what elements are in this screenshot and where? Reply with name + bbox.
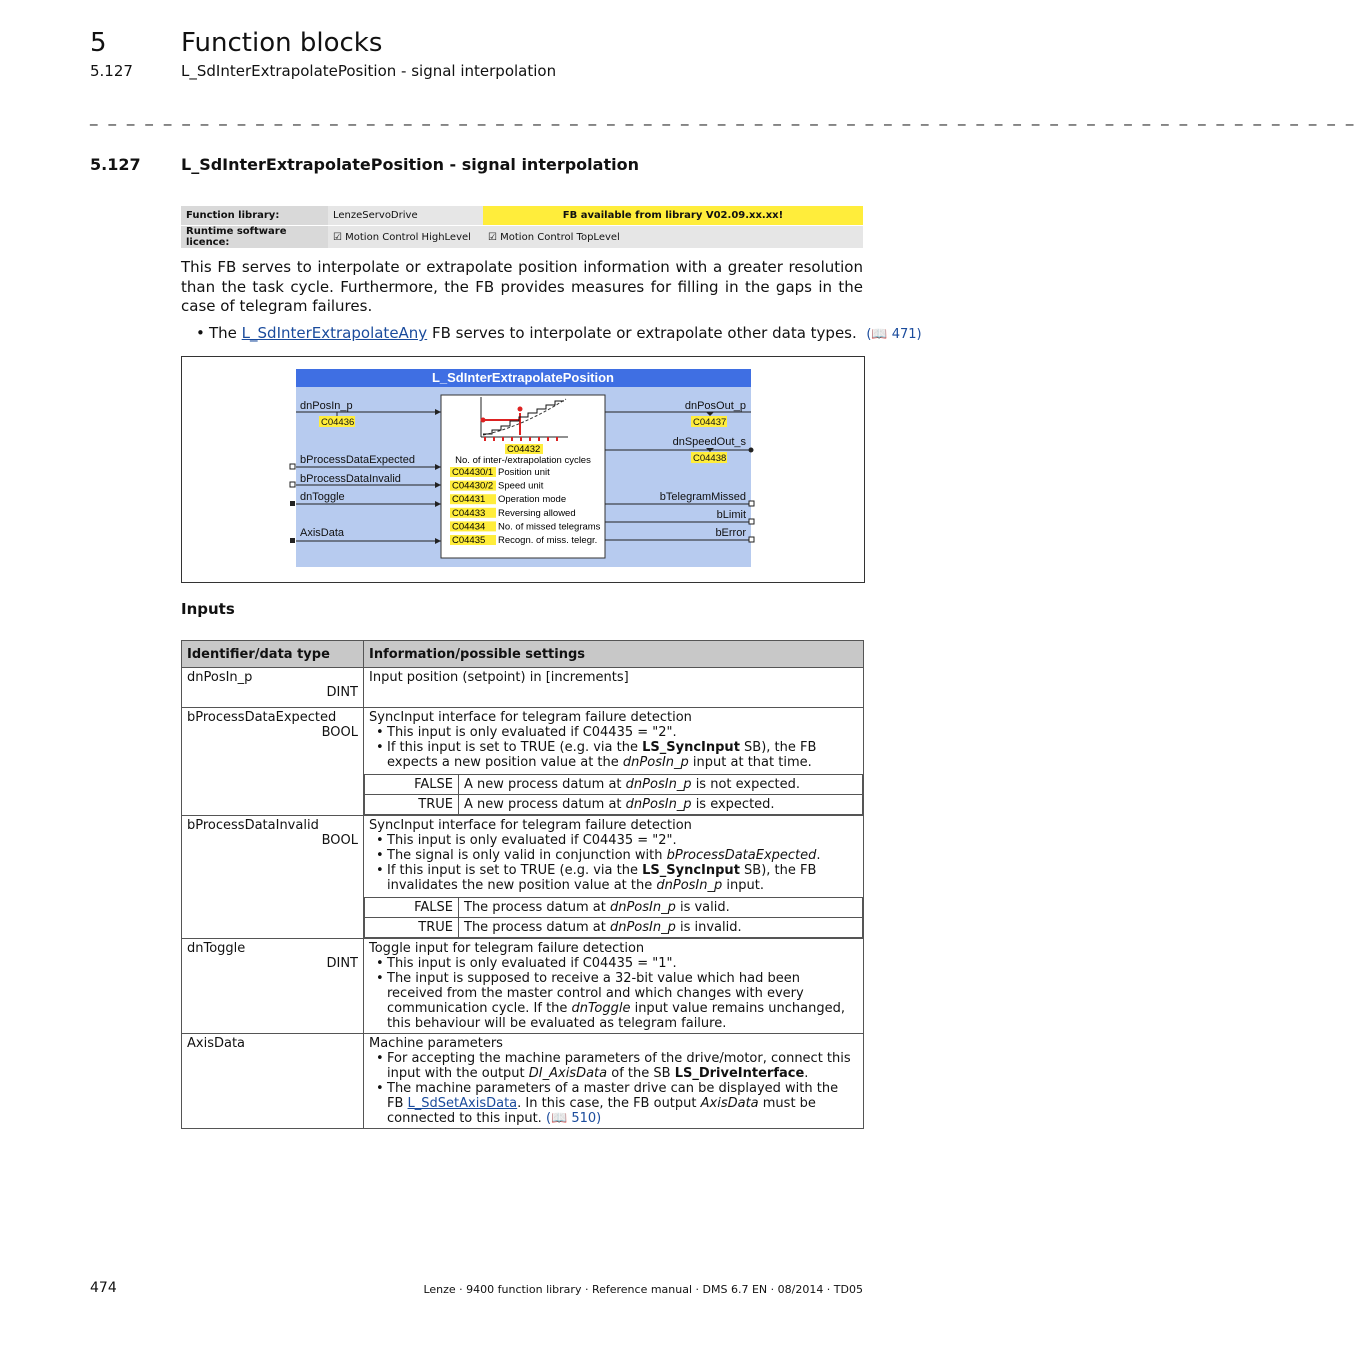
param-label: Speed unit bbox=[498, 480, 544, 492]
chapter-number: 5 bbox=[90, 28, 107, 58]
table-row: dnToggle DINT Toggle input for telegram failure detection • This input is only evaluated if C04435 = "1". • The input is supposed to receive a 32-bit value which had been received from the master control and which changes with every communication cycle. If the dnToggle input value remains unchanged, this behaviour will be evaluated as telegram failure. bbox=[182, 939, 864, 1034]
footer-doc-info: Lenze · 9400 function library · Reference manual · DMS 6.7 EN · 08/2014 · TD05 bbox=[423, 1283, 863, 1296]
intro-paragraph: This FB serves to interpolate or extrapolate position information with a greater resolution than the task cycle. Furthermore, the FB provides measures for filling in the gaps in the case of telegram failures. bbox=[181, 258, 863, 316]
code-c04437: C04437 bbox=[693, 417, 727, 428]
param-code: C04433 bbox=[452, 507, 486, 519]
pin-berror: bError bbox=[715, 527, 746, 539]
page-ref-471[interactable]: (📖 471) bbox=[866, 327, 922, 342]
table-row: dnPosIn_p DINT Input position (setpoint) in [increments] bbox=[182, 668, 864, 708]
library-value: LenzeServoDrive bbox=[328, 206, 483, 226]
param-code: C04435 bbox=[452, 535, 486, 546]
inputs-table bbox=[181, 640, 864, 1129]
pin-bprocessdataexpected: bProcessDataExpected bbox=[300, 454, 415, 466]
param-code: C04430/1 bbox=[452, 467, 494, 478]
library-label: Function library: bbox=[181, 206, 328, 226]
param-label: Position unit bbox=[498, 467, 550, 478]
code-c04436: C04436 bbox=[321, 417, 355, 428]
pin-btelegrammissed: bTelegramMissed bbox=[659, 491, 746, 503]
pin-dnposin: dnPosIn_p bbox=[300, 400, 353, 412]
licence-highlevel: ☑ Motion Control HighLevel bbox=[328, 226, 483, 249]
pin-blimit: bLimit bbox=[716, 509, 746, 521]
link-any[interactable]: L_SdInterExtrapolateAny bbox=[241, 324, 428, 342]
pin-dnposout: dnPosOut_p bbox=[684, 400, 746, 412]
cycles-label: No. of inter-/extrapolation cycles bbox=[455, 455, 591, 466]
heading-title: L_SdInterExtrapolatePosition - signal interpolation bbox=[181, 155, 639, 174]
pin-bprocessdatainvalid: bProcessDataInvalid bbox=[300, 473, 401, 485]
table-row: AxisData Machine parameters • For accepting the machine parameters of the drive/motor, connect this input with the output DI_AxisData of the SB LS_DriveInterface. • The machine parameters of a master drive can be displayed with the FB L_SdSetAxisData. In this case, the FB output AxisData must be connected to this input. (📖 510) bbox=[182, 1034, 864, 1129]
table-row: bProcessDataExpected BOOL SyncInput interface for telegram failure detection • This input is only evaluated if C04435 = "2". • If this input is set to TRUE (e.g. via the LS_SyncInput SB), the FB expects a new position value at the dnPosIn_p input at that time. FALSE A new process datum at dnPosIn_p is not expected. TRUE A new process datum at dnPosIn_p is expected. bbox=[182, 708, 864, 816]
chapter-title: Function blocks bbox=[181, 28, 383, 58]
param-label: No. of missed telegrams bbox=[498, 521, 601, 533]
library-note: FB available from library V02.09.xx.xx! bbox=[483, 206, 863, 226]
licence-label: Runtime software licence: bbox=[181, 226, 328, 249]
param-code: C04430/2 bbox=[452, 480, 494, 492]
page-ref-510[interactable]: (📖 510) bbox=[545, 1111, 602, 1126]
fb-diagram bbox=[181, 356, 865, 583]
pin-dnspeedout: dnSpeedOut_s bbox=[672, 436, 746, 448]
section-title: L_SdInterExtrapolatePosition - signal interpolation bbox=[181, 62, 557, 80]
table-row: bProcessDataInvalid BOOL SyncInput interface for telegram failure detection • This input is only evaluated if C04435 = "2". • The signal is only valid in conjunction with bProcessDataExpected. • If this input is set to TRUE (e.g. via the LS_SyncInput SB), the FB invalidates the new position value at the dnPosIn_p input. FALSE The process datum at dnPosIn_p is valid. TRUE The process datum at dnPosIn_p is invalid. bbox=[182, 816, 864, 939]
col-header-information: Information/possible settings bbox=[364, 641, 864, 668]
pin-dntoggle: dnToggle bbox=[300, 491, 345, 503]
col-header-identifier: Identifier/data type bbox=[182, 641, 364, 668]
code-c04432: C04432 bbox=[507, 444, 541, 455]
param-code: C04431 bbox=[452, 494, 486, 506]
link-sdsetaxisdata[interactable]: L_SdSetAxisData bbox=[407, 1096, 518, 1111]
licence-toplevel: ☑ Motion Control TopLevel bbox=[483, 226, 863, 249]
param-label: Reversing allowed bbox=[498, 507, 576, 519]
page-number: 474 bbox=[90, 1280, 117, 1296]
param-label: Recogn. of miss. telegr. bbox=[498, 535, 598, 546]
param-label: Operation mode bbox=[498, 494, 567, 506]
section-number: 5.127 bbox=[90, 62, 133, 80]
param-code: C04434 bbox=[452, 521, 486, 533]
divider: _ _ _ _ _ _ _ _ _ _ _ _ _ _ _ _ _ _ _ _ _ _ _ _ _ _ _ _ _ _ _ _ _ _ _ _ _ _ _ _ _ _ _ _ _ _ _ _ _ _ _ _ _ _ _ _ _ _ _ _ _ _ _ _ _ _ _ _ _ bbox=[90, 108, 1356, 126]
library-info-table bbox=[181, 206, 863, 249]
diagram-title: L_SdInterExtrapolatePosition bbox=[431, 370, 615, 385]
pin-axisdata: AxisData bbox=[300, 527, 345, 539]
heading-number: 5.127 bbox=[90, 155, 141, 174]
code-c04438: C04438 bbox=[693, 453, 727, 464]
inputs-heading: Inputs bbox=[181, 600, 235, 618]
